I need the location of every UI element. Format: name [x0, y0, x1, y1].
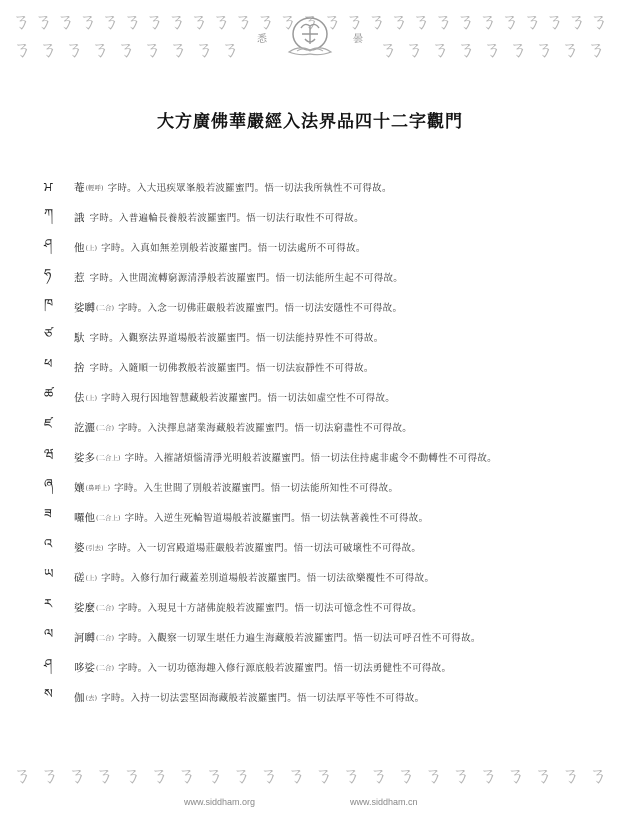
syllable-char: 訶嚩 — [74, 631, 95, 644]
pronunciation-note: (二合) — [96, 603, 115, 612]
border-glyph: ㄋ — [456, 37, 476, 61]
border-glyph: ㄋ — [77, 9, 98, 33]
border-glyph: ㄋ — [299, 9, 320, 33]
border-glyph: ㄋ — [378, 37, 398, 61]
entry-text: 字時。入觀察法界道場般若波羅蜜門。悟一切法能持界性不可得故。 — [89, 333, 384, 344]
entry-text: 字時。入修行加行藏蓋差別道場般若波羅蜜門。悟一切法欲樂覆性不可得故。 — [101, 573, 435, 584]
entry-text: 字時。入隨順一切佛教般若波羅蜜門。悟一切法寂靜性不可得故。 — [89, 363, 374, 374]
syllable-char: 他 — [74, 241, 85, 254]
border-glyph: ㄋ — [116, 37, 136, 61]
border-glyph: ㄋ — [286, 763, 307, 787]
entry-row — [44, 562, 614, 592]
entry-text: 字時。入普遍輪長養般若波羅蜜門。悟一切法行取性不可得故。 — [89, 213, 364, 224]
syllable-char: 訖灑 — [74, 421, 95, 434]
syllable-char: 磋 — [74, 571, 85, 584]
border-glyph: ㄋ — [341, 763, 362, 787]
entry-row — [44, 412, 614, 442]
border-glyph: ㄋ — [522, 9, 543, 33]
siddham-glyph: ཀ — [44, 206, 54, 222]
second-border-right — [376, 39, 610, 59]
border-glyph: ㄋ — [231, 763, 252, 787]
border-glyph: ㄋ — [12, 763, 32, 787]
entry-text: 字時。入念一切佛莊嚴般若波羅蜜門。悟一切法安隱性不可得故。 — [118, 303, 403, 314]
footer-url-cn[interactable]: www.siddham.cn — [350, 797, 418, 807]
border-glyph: ㄋ — [38, 37, 58, 61]
border-glyph: ㄋ — [430, 37, 450, 61]
entry-text: 字時。入生世間了別般若波羅蜜門。悟一切法能所知性不可得故。 — [114, 483, 399, 494]
border-glyph: ㄋ — [544, 9, 565, 33]
entry-row — [44, 172, 614, 202]
border-glyph: ㄋ — [64, 37, 84, 61]
entry-text: 字時。入摧諸煩惱清淨光明般若波羅蜜門。悟一切法住持處非處令不動轉性不可得故。 — [124, 453, 497, 464]
border-glyph: ㄋ — [203, 763, 224, 787]
border-glyph: ㄋ — [423, 763, 444, 787]
border-glyph: ㄋ — [560, 763, 581, 787]
border-glyph: ㄋ — [233, 9, 254, 33]
entry-row — [44, 202, 614, 232]
border-glyph: ㄋ — [505, 763, 526, 787]
border-glyph: ㄋ — [478, 763, 499, 787]
entry-row — [44, 532, 614, 562]
entry-text: 字時。入觀察一切眾生堪任力遍生海藏般若波羅蜜門。悟一切法可呼召性不可得故。 — [118, 633, 481, 644]
siddham-seal-logo — [245, 14, 375, 60]
border-glyph: ㄋ — [12, 37, 32, 61]
border-glyph: ㄋ — [144, 9, 165, 33]
border-glyph: ㄋ — [388, 9, 409, 33]
syllable-char: 捨 — [74, 361, 85, 374]
border-glyph: ㄋ — [255, 9, 276, 33]
border-glyph: ㄋ — [33, 9, 54, 33]
siddham-glyph: ཤ — [44, 236, 53, 252]
pronunciation-note: (輕呼) — [85, 183, 104, 192]
siddham-glyph: ཝ — [44, 446, 54, 462]
footer-url-org[interactable]: www.siddham.org — [184, 797, 256, 807]
border-glyph: ㄋ — [499, 9, 520, 33]
border-glyph: ㄋ — [560, 37, 580, 61]
border-glyph: ㄋ — [508, 37, 528, 61]
border-glyph: ㄋ — [176, 763, 197, 787]
border-glyph: ㄋ — [411, 9, 432, 33]
border-glyph: ㄋ — [99, 9, 120, 33]
entry-row — [44, 652, 614, 682]
border-glyph: ㄋ — [588, 9, 609, 33]
syllable-char: 惹 — [74, 271, 85, 284]
border-glyph: ㄋ — [534, 37, 554, 61]
border-glyph: ㄋ — [344, 9, 365, 33]
syllable-char: 伽 — [74, 691, 85, 704]
border-glyph: ㄋ — [368, 763, 389, 787]
entry-row — [44, 352, 614, 382]
siddham-glyph: ལ — [44, 626, 54, 642]
siddham-glyph: ཡ — [44, 566, 54, 582]
entry-row — [44, 622, 614, 652]
pronunciation-note: (去) — [85, 693, 98, 702]
border-glyph: ㄋ — [122, 9, 143, 33]
border-glyph: ㄋ — [66, 763, 87, 787]
entry-row — [44, 292, 614, 322]
pronunciation-note: (上) — [85, 243, 98, 252]
entry-row — [44, 382, 614, 412]
border-glyph: ㄋ — [313, 763, 334, 787]
siddham-glyph: ཙ — [44, 326, 53, 342]
border-glyph: ㄋ — [587, 763, 608, 787]
entry-row — [44, 592, 614, 622]
siddham-glyph: ཛ — [44, 416, 52, 432]
border-glyph: ㄋ — [39, 763, 60, 787]
border-glyph: ㄋ — [366, 9, 387, 33]
pronunciation-note: (上) — [85, 573, 98, 582]
border-glyph: ㄋ — [194, 37, 214, 61]
border-glyph: ㄋ — [55, 9, 76, 33]
entry-text: 字時。入世間流轉窮源清淨般若波羅蜜門。悟一切法能所生起不可得故。 — [89, 273, 404, 284]
border-glyph: ㄋ — [11, 9, 32, 33]
entry-text: 字時。入一切宮殿道場莊嚴般若波羅蜜門。悟一切法可破壞性不可得故。 — [107, 543, 422, 554]
bottom-border-row — [0, 764, 620, 786]
seal-right-char: 曇 — [353, 34, 363, 45]
siddham-glyph: ཁ — [44, 296, 54, 312]
syllable-char: 佉 — [74, 391, 85, 404]
entry-text: 字時。入逆生死輪智道場般若波羅蜜門。悟一切法執著義性不可得故。 — [124, 513, 429, 524]
entry-row — [44, 262, 614, 292]
entry-row — [44, 232, 614, 262]
border-glyph: ㄋ — [188, 9, 209, 33]
entry-text: 字時。入真如無差別般若波羅蜜門。悟一切法處所不可得故。 — [101, 243, 366, 254]
entry-text: 字時。入持一切法雲堅固海藏般若波羅蜜門。悟一切法厚平等性不可得故。 — [101, 693, 425, 704]
entry-text: 字時。入現見十方諸佛旋般若波羅蜜門。悟一切法可憶念性不可得故。 — [118, 603, 422, 614]
border-glyph: ㄋ — [450, 763, 471, 787]
siddham-glyph: ར — [44, 596, 53, 612]
border-glyph: ㄋ — [121, 763, 142, 787]
siddham-glyph: ਮ — [44, 179, 53, 195]
syllable-char: 囉他 — [74, 511, 95, 524]
border-glyph: ㄋ — [586, 37, 606, 61]
syllable-char: 馱 — [74, 331, 85, 344]
syllable-char: 菴 — [74, 181, 85, 194]
siddham-glyph: ཧ — [44, 266, 52, 282]
border-glyph: ㄋ — [482, 37, 502, 61]
border-glyph: ㄋ — [566, 9, 587, 33]
page-title: 大方廣佛華嚴經入法界品四十二字觀門 — [157, 112, 463, 133]
syllable-char: 孃 — [74, 481, 85, 494]
entry-text: 字時。入大迅疾眾峯般若波羅蜜門。悟一切法我所執性不可得故。 — [107, 183, 392, 194]
pronunciation-note: (上) — [85, 393, 98, 402]
pronunciation-note: (二合) — [96, 633, 115, 642]
border-glyph: ㄋ — [168, 37, 188, 61]
border-glyph: ㄋ — [149, 763, 170, 787]
entry-row — [44, 442, 614, 472]
syllable-char: 娑嚩 — [74, 301, 95, 314]
border-glyph: ㄋ — [322, 9, 343, 33]
entry-row — [44, 472, 614, 502]
syllable-char: 誐 — [74, 211, 85, 224]
siddham-glyph: ཕ — [44, 356, 53, 372]
pronunciation-note: (鼻呼上) — [85, 483, 111, 492]
pronunciation-note: (二合上) — [96, 513, 121, 522]
syllable-char: 娑多 — [74, 451, 95, 464]
border-glyph: ㄋ — [166, 9, 187, 33]
border-glyph: ㄋ — [277, 9, 298, 33]
siddham-glyph: ཤ — [44, 656, 53, 672]
pronunciation-note: (二合) — [96, 303, 115, 312]
border-glyph: ㄋ — [404, 37, 424, 61]
siddham-glyph: ཟ — [44, 506, 52, 522]
border-glyph: ㄋ — [94, 763, 115, 787]
pronunciation-note: (二合) — [96, 663, 115, 672]
entry-row — [44, 502, 614, 532]
pronunciation-note: (引去) — [85, 543, 104, 552]
siddham-glyph: འ — [44, 536, 53, 552]
pronunciation-note: (二合) — [96, 423, 115, 432]
seal-left-char: 悉 — [257, 34, 267, 45]
border-glyph: ㄋ — [258, 763, 279, 787]
siddham-glyph: ཚ — [44, 386, 54, 402]
syllable-char: 哆娑 — [74, 661, 95, 674]
syllable-char: 娑麼 — [74, 601, 95, 614]
border-glyph: ㄋ — [211, 9, 232, 33]
border-glyph: ㄋ — [142, 37, 162, 61]
entry-row — [44, 322, 614, 352]
border-glyph: ㄋ — [395, 763, 416, 787]
entry-row — [44, 682, 614, 712]
border-glyph: ㄋ — [433, 9, 454, 33]
border-glyph: ㄋ — [477, 9, 498, 33]
border-glyph: ㄋ — [455, 9, 476, 33]
border-glyph: ㄋ — [90, 37, 110, 61]
entry-list — [44, 172, 614, 712]
siddham-glyph: ས — [44, 686, 53, 702]
entry-text: 字時。入一切功德海趣入修行源底般若波羅蜜門。悟一切法勇健性不可得故。 — [118, 663, 452, 674]
syllable-char: 婆 — [74, 541, 85, 554]
entry-text: 字時入現行因地智慧藏般若波羅蜜門。悟一切法如虛空性不可得故。 — [101, 393, 396, 404]
pronunciation-note: (二合上) — [96, 453, 121, 462]
border-glyph: ㄋ — [220, 37, 240, 61]
entry-text: 字時。入決擇息諸業海藏般若波羅蜜門。悟一切法窮盡性不可得故。 — [118, 423, 413, 434]
border-glyph: ㄋ — [533, 763, 554, 787]
second-border-left — [10, 39, 244, 59]
siddham-glyph: ཞ — [44, 476, 54, 492]
